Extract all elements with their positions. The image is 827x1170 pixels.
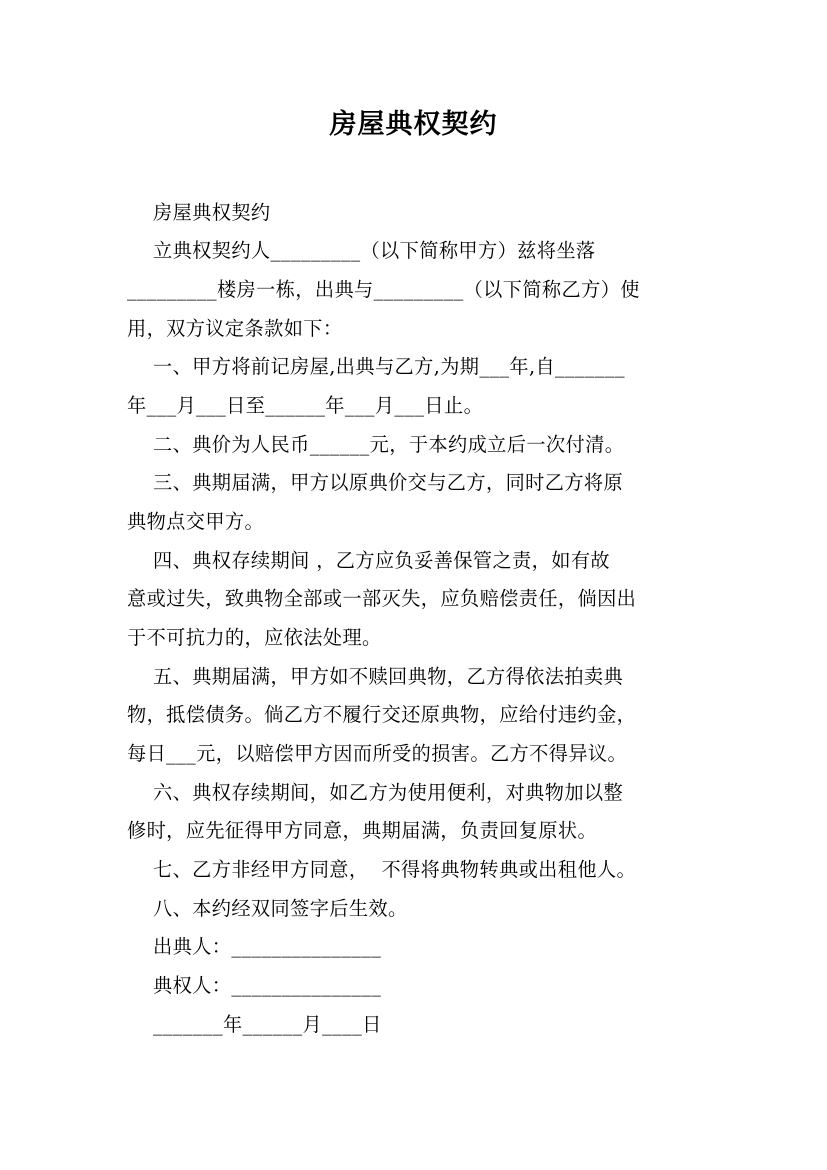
pledgor-signature-line: 出典人：_______________: [127, 935, 382, 958]
clause-6-line-1: 六、典权存续期间，如乙方为使用便利，对典物加以整: [127, 781, 624, 804]
clause-5-line-3: 每日___元，以赔偿甲方因而所受的损害。乙方不得异议。: [127, 742, 628, 765]
pledgee-signature-line: 典权人：_______________: [127, 974, 382, 997]
clause-5-line-2: 物，抵偿债务。倘乙方不履行交还原典物，应给付违约金，: [127, 703, 637, 726]
clause-2-line-1: 二、典价为人民币______元，于本约成立后一次付清。: [127, 433, 625, 456]
clause-5-line-1: 五、典期届满，甲方如不赎回典物，乙方得依法拍卖典: [127, 665, 624, 688]
document-title: 房屋典权契约: [329, 109, 498, 140]
clause-4-line-1: 四、典权存续期间 ，乙方应负妥善保管之责，如有故: [127, 549, 611, 572]
clause-4-line-2: 意或过失，致典物全部或一部灭失，应负赔偿责任，倘因出: [127, 587, 637, 610]
clause-3-line-2: 典物点交甲方。: [127, 510, 265, 533]
date-line: _______年______月____日: [127, 1013, 382, 1036]
clause-1-line-1: 一、甲方将前记房屋,出典与乙方,为期___年,自_______: [127, 355, 626, 378]
preamble-line-2: _________楼房一栋，出典与_________（以下简称乙方）使: [127, 278, 640, 301]
clause-1-line-2: 年___月___日至______年___月___日止。: [127, 394, 484, 417]
preamble-line-1: 立典权契约人_________（以下简称甲方）兹将坐落: [127, 239, 596, 262]
subtitle-line: 房屋典权契约: [127, 201, 271, 224]
clause-7-line-1: 七、乙方非经甲方同意， 不得将典物转典或出租他人。: [127, 858, 637, 881]
clause-3-line-1: 三、典期届满，甲方以原典价交与乙方，同时乙方将原: [127, 471, 624, 494]
preamble-line-3: 用，双方议定条款如下：: [127, 317, 343, 340]
clause-8-line-1: 八、本约经双同签字后生效。: [127, 897, 408, 920]
clause-4-line-3: 于不可抗力的，应依法处理。: [127, 626, 382, 649]
clause-6-line-2: 修时，应先征得甲方同意，典期届满，负责回复原状。: [127, 819, 598, 842]
